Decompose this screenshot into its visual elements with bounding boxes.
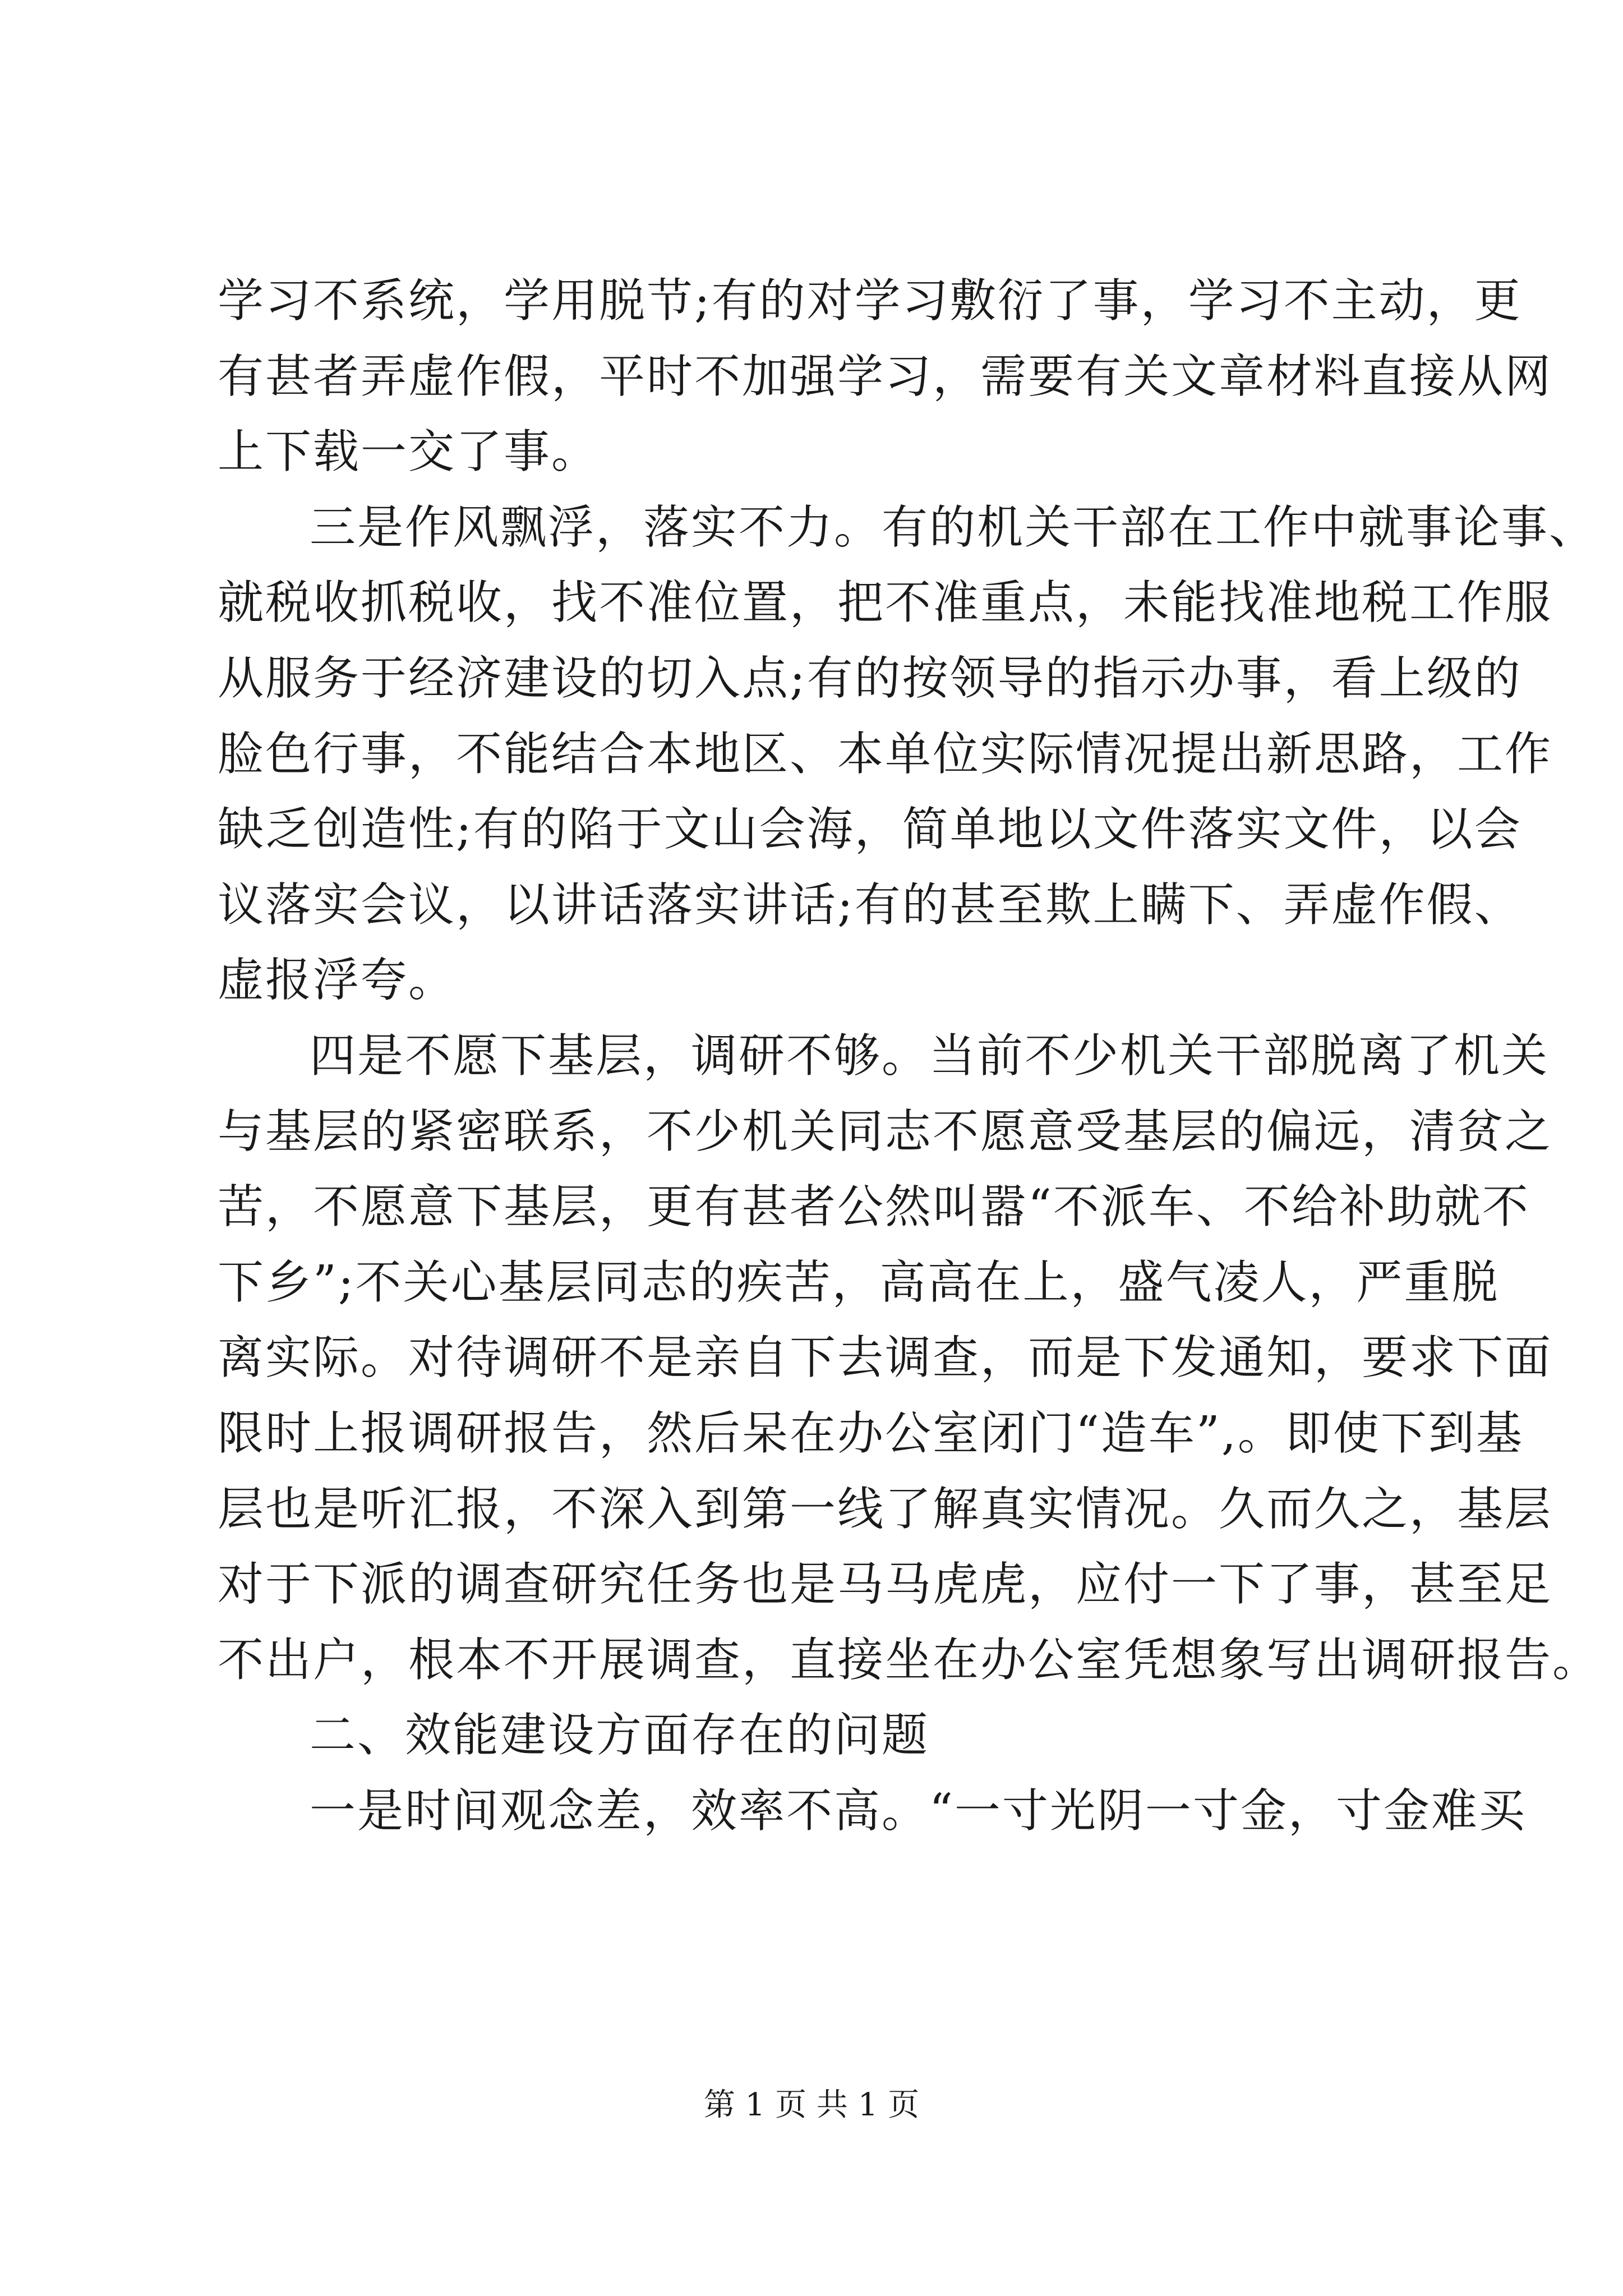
text-line: 限时上报调研报告，然后呆在办公室闭门“造车”,。即使下到基 [218,1406,1524,1460]
text-line: 苦，不愿意下基层，更有甚者公然叫嚣“不派车、不给补助就不 [218,1180,1530,1234]
text-line: 脸色行事，不能结合本地区、本单位实际情况提出新思路，工作 [218,727,1553,781]
text-line: 层也是听汇报，不深入到第一线了解真实情况。久而久之，基层 [218,1482,1553,1536]
text-line: 四是不愿下基层，调研不够。当前不少机关干部脱离了机关 [310,1029,1550,1083]
text-line: 上下载一交了事。 [218,425,600,479]
text-line: 从服务于经济建设的切入点;有的按领导的指示办事，看上级的 [218,651,1522,705]
text-line: 缺乏创造性;有的陷于文山会海，简单地以文件落实文件，以会 [218,803,1522,857]
text-line: 离实际。对待调研不是亲自下去调查，而是下发通知，要求下面 [218,1331,1553,1385]
document-body [218,264,1601,1849]
text-line: 就税收抓税收，找不准位置，把不准重点，未能找准地税工作服 [218,576,1553,630]
page-footer: 第 1 页 共 1 页 [703,2087,920,2123]
text-line: 虚报浮夸。 [218,954,457,1007]
text-line: 有甚者弄虚作假，平时不加强学习，需要有关文章材料直接从网 [218,349,1553,403]
text-line: 与基层的紧密联系，不少机关同志不愿意受基层的偏远，清贫之 [218,1105,1553,1158]
text-line: 下乡”;不关心基层同志的疾苦，高高在上，盛气凌人，严重脱 [218,1255,1500,1309]
text-line: 议落实会议，以讲话落实讲话;有的甚至欺上瞒下、弄虚作假、 [218,878,1522,932]
text-line: 三是作风飘浮，落实不力。有的机关干部在工作中就事论事、 [310,500,1597,554]
text-line: 学习不系统，学用脱节;有的对学习敷衍了事，学习不主动，更 [218,274,1522,328]
text-line: 对于下派的调查研究任务也是马马虎虎，应付一下了事，甚至足 [218,1558,1553,1612]
text-line: 不出户，根本不开展调查，直接坐在办公室凭想象写出调研报告。 [218,1633,1601,1687]
text-line: 一是时间观念差，效率不高。“一寸光阴一寸金，寸金难买 [310,1784,1527,1838]
text-line: 二、效能建设方面存在的问题 [310,1709,930,1763]
